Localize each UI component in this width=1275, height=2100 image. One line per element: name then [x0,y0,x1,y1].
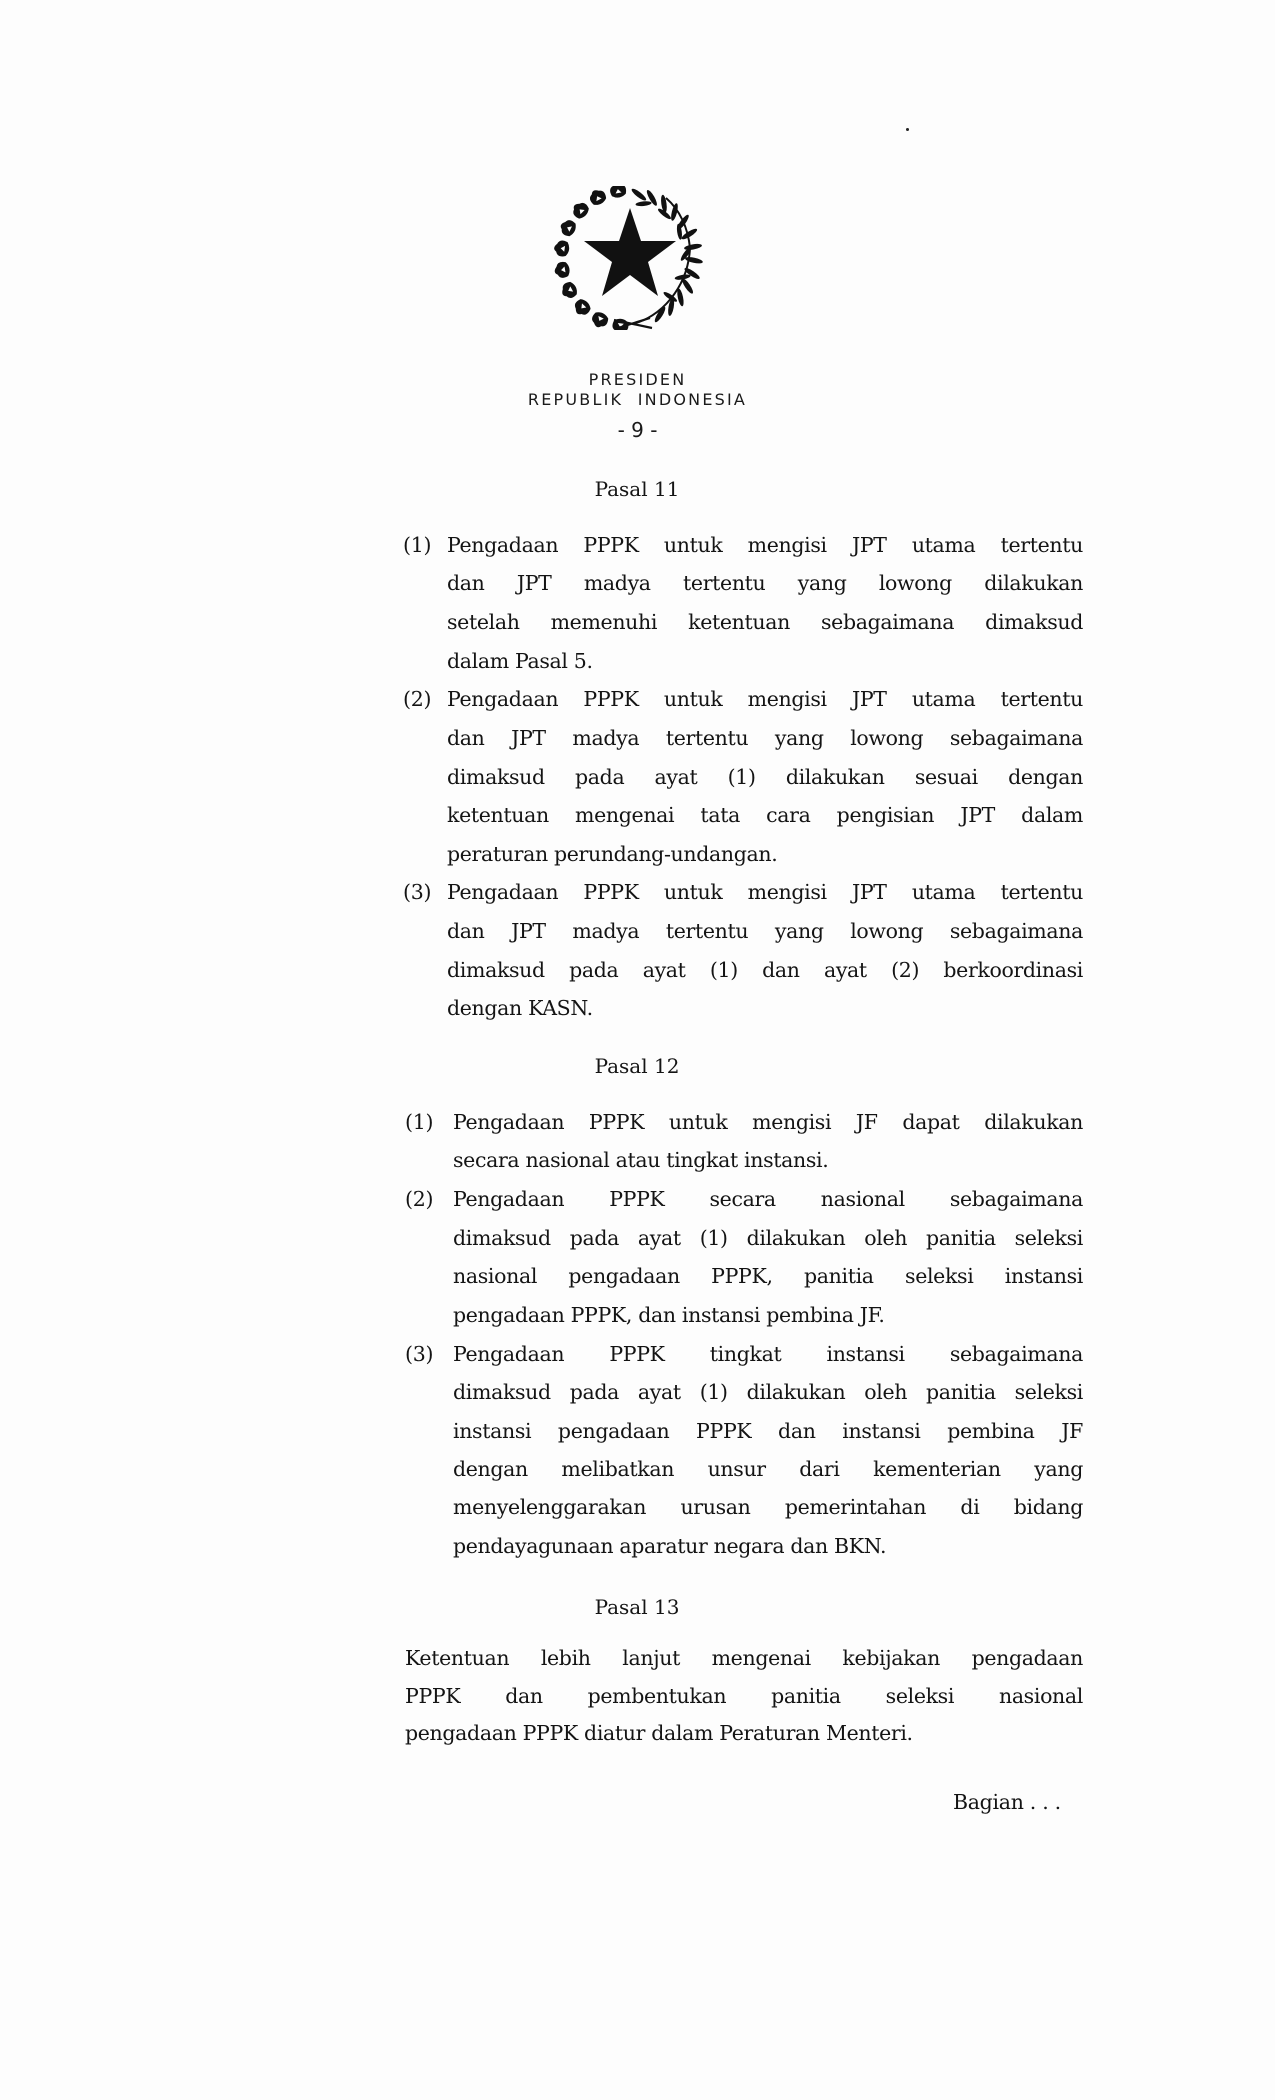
text-line: pengadaan PPPK diatur dalam Peraturan Menteri. [405,1721,913,1745]
ayat-number: (3) [405,1342,434,1366]
text-line: instansi pengadaan PPPK dan instansi pembina JF [453,1419,1083,1443]
text-line: dan JPT madya tertentu yang lowong sebagaimana [447,726,1083,750]
text-line: Pengadaan PPPK untuk mengisi JPT utama tertentu [447,687,1083,711]
text-line: peraturan perundang-undangan. [447,842,778,866]
page-number: - 9 - [617,418,658,442]
text-line: dan JPT madya tertentu yang lowong dilakukan [447,571,1083,595]
text-line: dimaksud pada ayat (1) dilakukan sesuai dengan [447,765,1083,789]
text-line: dalam Pasal 5. [447,649,593,673]
ayat-number: (1) [405,1110,434,1134]
text-line: menyelenggarakan urusan pemerintahan di bidang [453,1495,1083,1519]
text-line: PPPK dan pembentukan panitia seleksi nasional [405,1684,1083,1708]
header-title-presiden: PRESIDEN [588,370,687,389]
text-line: dimaksud pada ayat (1) dilakukan oleh panitia seleksi [453,1226,1083,1250]
text-line: Pengadaan PPPK tingkat instansi sebagaimana [453,1342,1083,1366]
text-line: dengan melibatkan unsur dari kementerian yang [453,1457,1083,1481]
text-line: ketentuan mengenai tata cara pengisian JPT dalam [447,803,1083,827]
text-line: dan JPT madya tertentu yang lowong sebagaimana [447,919,1083,943]
text-line: nasional pengadaan PPPK, panitia seleksi instansi [453,1264,1083,1288]
text-line: pendayagunaan aparatur negara dan BKN. [453,1534,887,1558]
text-line: secara nasional atau tingkat instansi. [453,1148,829,1172]
ayat-number: (2) [405,1187,434,1211]
ayat-number: (1) [403,533,432,557]
text-line: Ketentuan lebih lanjut mengenai kebijakan pengadaan [405,1646,1083,1670]
pasal-12-heading: Pasal 12 [594,1054,680,1078]
ayat-number: (3) [403,880,432,904]
pasal-11-heading: Pasal 11 [594,477,680,501]
text-line: Pengadaan PPPK secara nasional sebagaimana [453,1187,1083,1211]
scan-speck [906,128,909,131]
text-line: dimaksud pada ayat (1) dilakukan oleh panitia seleksi [453,1380,1083,1404]
text-line: setelah memenuhi ketentuan sebagaimana dimaksud [447,610,1083,634]
continuation-note: Bagian . . . [953,1790,1061,1814]
text-line: dengan KASN. [447,996,593,1020]
text-line: Pengadaan PPPK untuk mengisi JPT utama tertentu [447,533,1083,557]
text-line: Pengadaan PPPK untuk mengisi JF dapat dilakukan [453,1110,1083,1134]
text-line: Pengadaan PPPK untuk mengisi JPT utama tertentu [447,880,1083,904]
presidential-emblem-icon [552,186,708,330]
header-title-republik-indonesia: REPUBLIK INDONESIA [527,390,748,409]
pasal-13-heading: Pasal 13 [594,1595,680,1619]
ayat-number: (2) [403,687,432,711]
text-line: dimaksud pada ayat (1) dan ayat (2) berkoordinasi [447,958,1083,982]
text-line: pengadaan PPPK, dan instansi pembina JF. [453,1303,885,1327]
